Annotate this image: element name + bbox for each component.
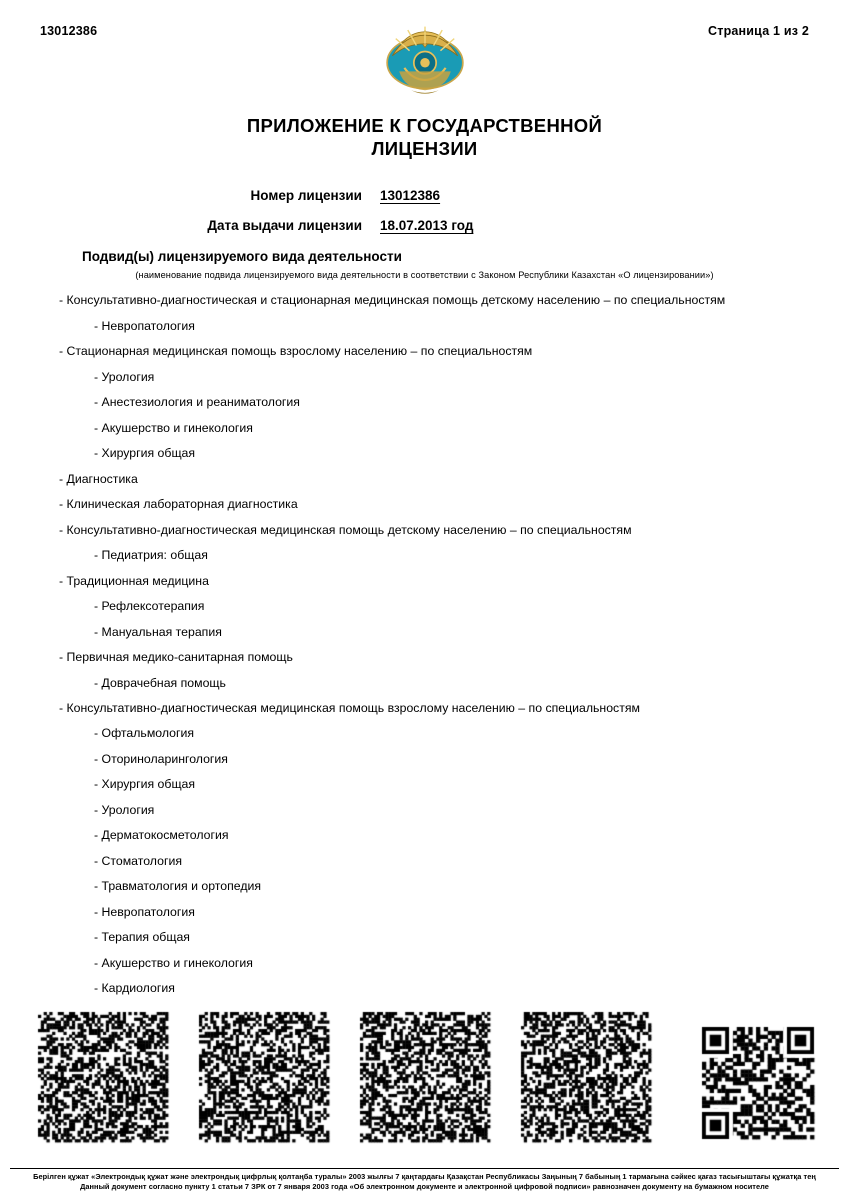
list-item: - Рефлексотерапия	[94, 599, 205, 614]
qr-code-container	[699, 1024, 817, 1147]
footer-divider	[10, 1168, 839, 1169]
list-item: - Консультативно-диагностическая медицинская помощь детскому населению – по специальностям	[59, 522, 632, 537]
page-title-line-2: ЛИЦЕНЗИИ	[371, 138, 478, 160]
list-item: - Диагностика	[59, 471, 138, 486]
list-item: - Стационарная медицинская помощь взрослому населению – по специальностям	[59, 344, 533, 359]
list-item: - Кардиология	[94, 981, 175, 996]
list-item: - Урология	[94, 802, 155, 817]
list-item: - Консультативно-диагностическая медицинская помощь взрослому населению – по специальностям	[59, 701, 640, 715]
list-item: - Акушерство и гинекология	[94, 955, 253, 970]
list-item: - Хирургия общая	[94, 777, 196, 792]
datamatrix-barcode	[358, 1010, 492, 1144]
list-item: - Офтальмология	[94, 726, 195, 741]
page-title	[40, 114, 809, 160]
list-item: - Травматология и ортопедия	[94, 879, 262, 894]
document-footer	[0, 1168, 849, 1192]
list-item: - Педиатрия: общая	[94, 548, 208, 563]
list-item: - Клиническая лабораторная диагностика	[59, 497, 298, 512]
field-value: 18.07.2013 год	[380, 218, 474, 234]
list-item: - Первичная медико-санитарная помощь	[59, 650, 293, 665]
subtype-heading: Подвид(ы) лицензируемого вида деятельности	[82, 249, 402, 265]
datamatrix-barcode	[36, 1010, 170, 1144]
list-item: - Стоматология	[94, 853, 182, 868]
field-license-number	[150, 188, 809, 203]
list-item: - Анестезиология и реаниматология	[94, 395, 300, 410]
subtype-note: (наименование подвида лицензируемого вида деятельности в соответствии с Законом Республики Казахстан «О лицензировании»)	[135, 270, 714, 281]
list-item: - Терапия общая	[94, 930, 190, 945]
datamatrix-barcode	[197, 1010, 331, 1144]
list-item: - Урология	[94, 369, 155, 384]
list-item: - Консультативно-диагностическая и стационарная медицинская помощь детскому населению – по специальностям	[59, 293, 726, 308]
document-number: 13012386	[40, 24, 98, 38]
list-item: - Невропатология	[94, 904, 195, 919]
list-item: - Традиционная медицина	[59, 573, 209, 588]
qr-code	[699, 1024, 817, 1142]
list-item: - Дерматокосметология	[94, 828, 229, 843]
field-issue-date	[150, 218, 809, 233]
field-label: Дата выдачи лицензии	[207, 218, 362, 234]
activity-list	[40, 294, 809, 994]
list-item: - Доврачебная помощь	[94, 675, 226, 690]
page-title-line-1: ПРИЛОЖЕНИЕ К ГОСУДАРСТВЕННОЙ	[246, 115, 603, 136]
list-item: - Оториноларингология	[94, 751, 228, 766]
list-item: - Мануальная терапия	[94, 624, 222, 639]
datamatrix-barcode	[519, 1010, 653, 1144]
license-fields	[40, 188, 809, 233]
barcode-row	[36, 1010, 653, 1144]
list-item: - Акушерство и гинекология	[94, 420, 253, 435]
list-item: - Невропатология	[94, 318, 195, 333]
footer-text-kk: Берілген құжат «Электрондық құжат және электрондық цифрлық қолтаңба туралы» 2003 жылғы 7 қаңтардағы Қазақстан Республикасы Заңының 7 бабының 1 тармағына сәйкес қағаз тасығыштағы құжатқа тең	[33, 1172, 816, 1182]
list-item: - Хирургия общая	[94, 446, 196, 461]
page-indicator: Страница 1 из 2	[708, 24, 809, 38]
footer-text-ru: Данный документ согласно пункту 1 статьи 7 ЗРК от 7 января 2003 года «Об электронном документе и электронной цифровой подписи» равнозначен документу на бумажном носителе	[80, 1182, 769, 1192]
field-label: Номер лицензии	[250, 188, 362, 204]
field-value: 13012386	[380, 188, 441, 204]
document-header	[40, 22, 809, 38]
